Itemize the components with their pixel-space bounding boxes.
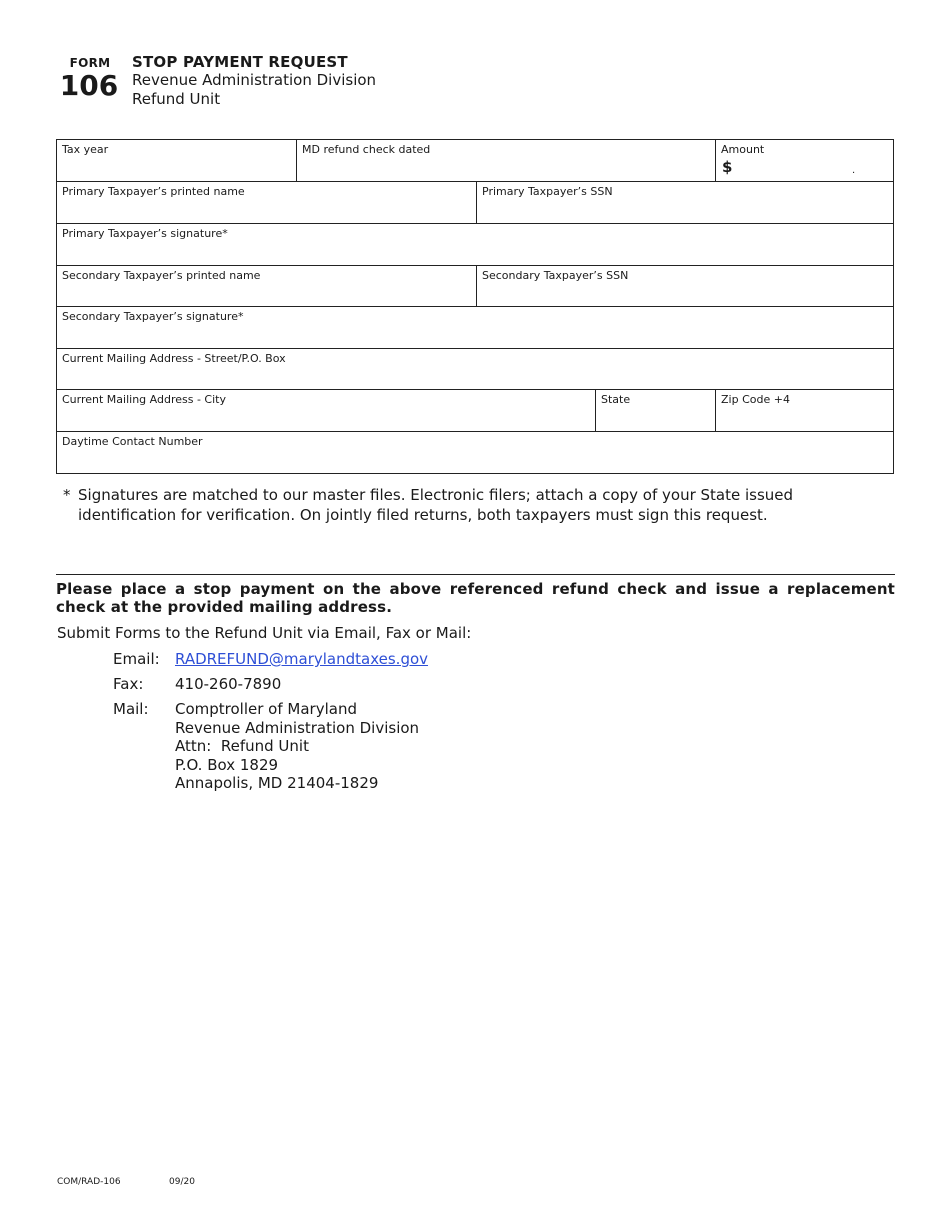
mail-label: Mail: [113, 700, 149, 718]
email-link[interactable]: RADREFUND@marylandtaxes.gov [175, 650, 429, 668]
dollar-sign: $ [722, 158, 733, 176]
row-street-address [57, 349, 893, 390]
primary-signature-label: Primary Taxpayer’s signature* [62, 227, 228, 240]
form-number-badge [60, 53, 120, 101]
city-label: Current Mailing Address - City [62, 393, 226, 406]
mail-line: Revenue Administration Division [175, 718, 420, 737]
row-secondary-signature [57, 307, 893, 349]
state-field[interactable] [596, 390, 716, 431]
row-primary-taxpayer [57, 182, 893, 224]
mail-line: Attn: Refund Unit [175, 737, 309, 755]
stop-payment-statement: Please place a stop payment on the above referenced refund check and issue a replacement check at the provided mailing address. [56, 580, 895, 616]
division-name: Revenue Administration Division [132, 71, 377, 89]
city-field[interactable] [57, 390, 596, 431]
primary-name-field[interactable] [57, 182, 477, 223]
form-word: FORM [69, 56, 111, 70]
footnote-text: Signatures are matched to our master files. Electronic filers; attach a copy of your State issued identification for verification. On jointly filed returns, both taxpayers must sign this request. [78, 486, 794, 524]
form-header [60, 53, 376, 109]
amount-label: Amount [721, 143, 765, 156]
email-label: Email: [113, 650, 160, 668]
primary-ssn-label: Primary Taxpayer’s SSN [482, 185, 613, 198]
zip-field[interactable] [716, 390, 893, 431]
contact-number-field[interactable] [57, 432, 893, 473]
revision-date: 09/20 [169, 1177, 195, 1187]
secondary-name-label: Secondary Taxpayer’s printed name [62, 269, 261, 282]
secondary-ssn-label: Secondary Taxpayer’s SSN [482, 269, 629, 282]
primary-ssn-field[interactable] [477, 182, 893, 223]
row-primary-signature [57, 224, 893, 266]
row-contact-number [57, 432, 893, 474]
fax-contact [113, 675, 428, 694]
row-city-state-zip [57, 390, 893, 432]
decimal-point: . [852, 165, 856, 176]
secondary-name-field[interactable] [57, 266, 477, 306]
primary-name-label: Primary Taxpayer’s printed name [62, 185, 245, 198]
row-secondary-taxpayer [57, 266, 893, 307]
fax-number: 410-260-7890 [175, 675, 282, 693]
submit-instructions: Submit Forms to the Refund Unit via Email, Fax or Mail: [57, 624, 472, 642]
footnote-asterisk: * [63, 486, 71, 504]
mail-contact [113, 700, 428, 793]
form-title: STOP PAYMENT REQUEST [132, 53, 348, 71]
mail-line: Annapolis, MD 21404-1829 [175, 774, 379, 792]
row-check-info [57, 140, 893, 182]
email-contact [113, 650, 428, 669]
tax-year-field[interactable] [57, 140, 297, 181]
mail-line: P.O. Box 1829 [175, 755, 279, 774]
mailing-address [175, 700, 419, 793]
form-titles [132, 53, 376, 109]
tax-year-label: Tax year [62, 143, 109, 156]
zip-label: Zip Code +4 [721, 393, 790, 406]
signature-footnote [63, 486, 863, 525]
contact-methods [113, 650, 428, 799]
form-number: 106 [59, 69, 119, 102]
form-code: COM/RAD-106 [57, 1177, 121, 1187]
contact-number-label: Daytime Contact Number [62, 435, 203, 448]
check-date-label: MD refund check dated [302, 143, 431, 156]
form-footer [57, 1177, 195, 1187]
secondary-signature-label: Secondary Taxpayer’s signature* [62, 310, 244, 323]
state-label: State [601, 393, 631, 406]
primary-signature-field[interactable] [57, 224, 893, 265]
amount-field[interactable] [716, 140, 893, 181]
street-address-label: Current Mailing Address - Street/P.O. Box [62, 352, 286, 365]
section-divider [56, 574, 895, 575]
street-address-field[interactable] [57, 349, 893, 389]
mail-line: Comptroller of Maryland [175, 700, 357, 718]
fax-label: Fax: [113, 675, 144, 693]
form-fields-grid [56, 139, 894, 474]
secondary-signature-field[interactable] [57, 307, 893, 348]
secondary-ssn-field[interactable] [477, 266, 893, 306]
unit-name: Refund Unit [132, 90, 221, 108]
check-date-field[interactable] [297, 140, 716, 181]
